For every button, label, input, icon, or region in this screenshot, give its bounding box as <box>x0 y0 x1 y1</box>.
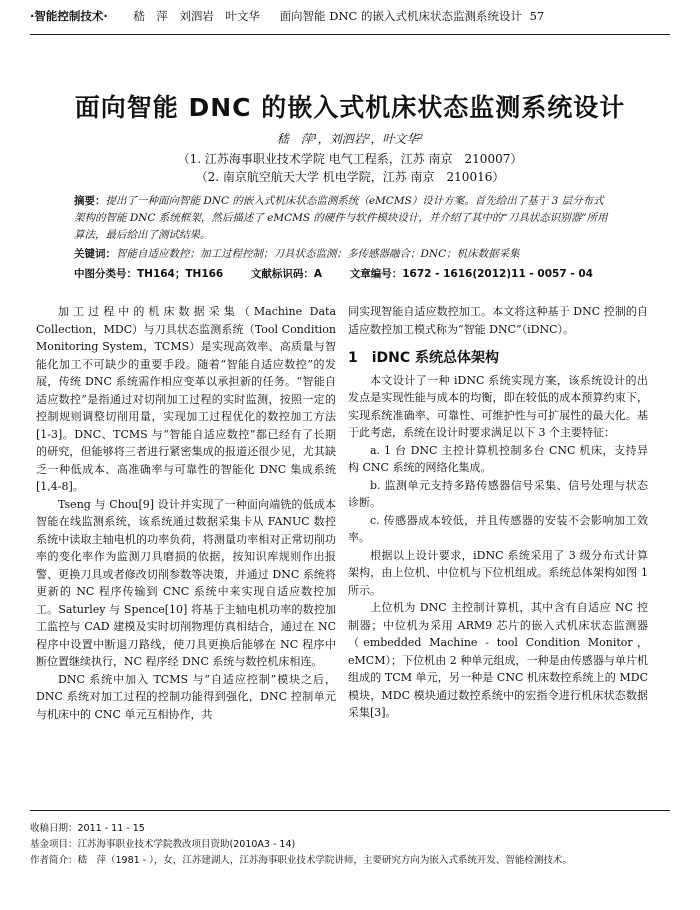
keywords-text: 智能自适应数控；加工过程控制；刀具状态监测；多传感器融合；DNC；机床数据采集 <box>116 248 520 260</box>
keywords <box>74 246 614 261</box>
body-paragraph: 上位机为 DNC 主控制计算机，其中含有自适应 NC 控制器；中位机为采用 ARM9 芯片的嵌入式机床状态监测器（embedded Machine - tool Condition Monitor，eMCM）；下位机由 2 种单元组成，一种是由传感器与单片机组成的 TCM 单元，另一种是 CNC 机床数控系统上的 MDC 模块，MDC 模块通过数控系统中的宏指令进行机床状态数据采集[3]。 <box>348 601 648 719</box>
affiliation-1: （1. 江苏海事职业技术学院 电气工程系，江苏 南京 210007） <box>177 152 523 166</box>
article-number: 文章编号：1672 - 1616(2012)11 - 0057 - 04 <box>349 268 593 280</box>
header-title: 面向智能 DNC 的嵌入式机床状态监测系统设计 <box>279 9 522 23</box>
header-authors: 嵇 萍 刘泗岩 叶文华 <box>133 9 260 23</box>
requirement-item: b. 监测单元支持多路传感器信号采集、信号处理与状态诊断。 <box>348 478 648 509</box>
document-code: 文献标识码：A <box>250 268 323 280</box>
keywords-label: 关键词： <box>74 248 116 260</box>
paper-authors: 嵇 萍¹，刘泗岩²，叶文华² <box>276 132 424 146</box>
paper-title: 面向智能 DNC 的嵌入式机床状态监测系统设计 <box>74 93 626 122</box>
right-column <box>348 303 648 722</box>
author-bio: 作者简介：嵇 萍（1981 - ），女，江苏建湖人，江苏海事职业技术学院讲师，主要研究方向为嵌入式系统开发、智能检测技术。 <box>30 855 572 866</box>
left-column <box>36 303 336 723</box>
classification-line <box>74 266 654 281</box>
running-header <box>30 8 670 35</box>
body-paragraph: 本文设计了一种 iDNC 系统实现方案，该系统设计的出发点是实现性能与成本的均衡，即在较低的成本预算约束下，实现系统准确率、可靠性、可维护性与可扩展性的最大化。基于此考虑，系统在设计时要求满足以下 3 个主要特征： <box>348 373 648 439</box>
footnotes <box>30 810 670 869</box>
body-paragraph: 根据以上设计要求，iDNC 系统采用了 3 级分布式计算架构，由上位机、中位机与下位机组成。系统总体架构如图 1 所示。 <box>348 548 648 597</box>
body-paragraph: Tseng 与 Chou[9] 设计并实现了一种面向端铣的低成本智能在线监测系统，该系统通过数据采集卡从 FANUC 数控系统中读取主轴电机的功率负荷，将测量功率相对正常切削功率的变化率作为监测刀具磨损的依据，按知识库规则作出报警、更换刀具或者修改切削参数等决策，并通过 DNC 系统将更新的 NC 程序传输到 CNC 系统中来实现自适应数控加工。Saturley 与 Spence[10] 将基于主轴电机功率的数控加工监控与 CAD 建模及实时切削物理仿真相结合，通过在 NC 程序中设置中断退刀路线，使刀具更换后能够在 NC 程序中断位置继续执行，NC 程序经 DNC 系统与数控机床相连。 <box>36 497 336 668</box>
requirement-item: a. 1 台 DNC 主控计算机控制多台 CNC 机床，支持异构 CNC 系统的网络化集成。 <box>348 443 648 474</box>
clc-number: 中图分类号：TH164；TH166 <box>74 268 224 280</box>
header-page-number: 57 <box>529 9 545 23</box>
body-paragraph: 加工过程中的机床数据采集（Machine Data Collection，MDC）与刀具状态监测系统（Tool Condition Monitoring System，TCMS）是实现高效率、高质量与智能化加工不可缺少的重要手段。随着“智能自适应数控”的发展，传统 DNC 系统需作相应变革以承担新的任务。“智能自适应数控”是指通过对切削加工过程的实时监测，按照一定的控制规则调整切削用量，实现加工过程优化的数控加工方法[1-3]。DNC、TCMS 与“智能自适应数控”都已经有了长期的研究，但能够将三者进行紧密集成的报道还很少见，尤其缺乏一种低成本、高准确率与可靠性的智能化 DNC 集成系统[1,4-8]。 <box>36 305 336 493</box>
abstract-label: 摘要： <box>74 195 106 207</box>
requirement-item: c. 传感器成本较低，并且传感器的安装不会影响加工效率。 <box>348 513 648 544</box>
body-paragraph: 同实现智能自适应数控加工。本文将这种基于 DNC 控制的自适应数控加工模式称为“智能 DNC”（iDNC）。 <box>348 305 648 336</box>
abstract <box>74 193 614 244</box>
section-heading: 1 iDNC 系统总体架构 <box>348 350 500 366</box>
affiliation-2: （2. 南京航空航天大学 机电学院，江苏 南京 210016） <box>195 170 505 184</box>
fund-info: 基金项目：江苏海事职业技术学院教改项目资助(2010A3 - 14) <box>30 839 296 850</box>
received-date: 收稿日期：2011 - 11 - 15 <box>30 823 145 834</box>
header-journal: ·智能控制技术· <box>30 9 108 23</box>
abstract-text: 提出了一种面向智能 DNC 的嵌入式机床状态监测系统（eMCMS）设计方案。首先给出了基于 3 层分布式架构的智能 DNC 系统框架，然后描述了 eMCMS 的硬件与软件模块设计，并介绍了其中的“刀具状态识别器”所用算法，最后给出了测试结果。 <box>74 195 608 241</box>
body-paragraph: DNC 系统中加入 TCMS 与“自适应控制”模块之后，DNC 系统对加工过程的控制功能得到强化，DNC 控制单元与机床中的 CNC 单元互相协作，共 <box>36 672 336 721</box>
